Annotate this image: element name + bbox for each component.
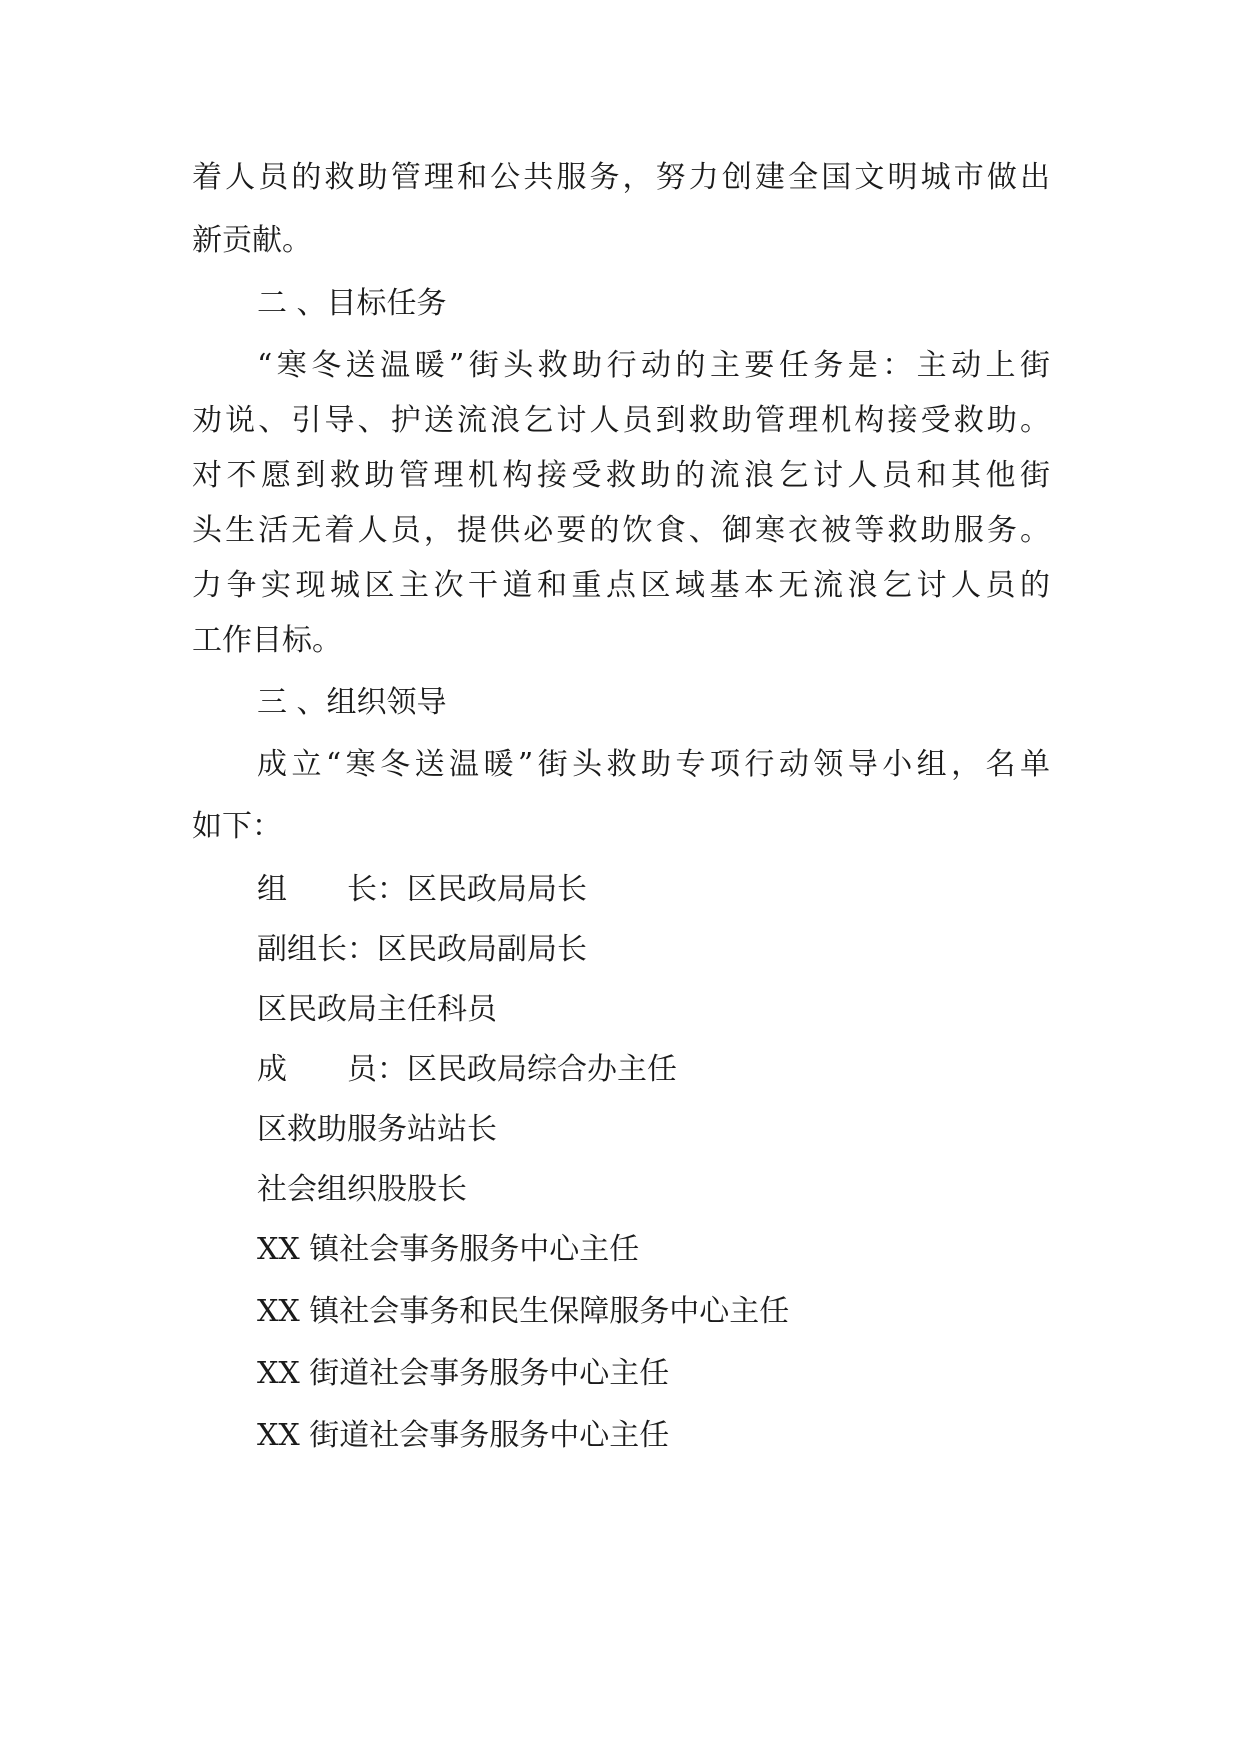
roster-deputy-leader: 副组长：区民政局副局长	[257, 932, 587, 967]
section2-line-5: 力争实现城区主次干道和重点区域基本无流浪乞讨人员的	[192, 568, 1050, 603]
section2-heading: 二 、目标任务	[257, 286, 447, 321]
roster-member-4: XX 镇社会事务服务中心主任	[257, 1232, 640, 1267]
section2-line-4: 头生活无着人员，提供必要的饮食、御寒衣被等救助服务。	[192, 513, 1050, 548]
roster-member-3: 社会组织股股长	[257, 1172, 467, 1207]
roster-leader: 组 长：区民政局局长	[257, 872, 587, 907]
roster-members: 成 员：区民政局综合办主任	[257, 1052, 677, 1087]
section3-heading: 三 、组织领导	[257, 685, 447, 720]
intro-line-2: 新贡献。	[192, 223, 312, 258]
section2-line-1: “寒冬送温暖”街头救助行动的主要任务是：主动上街	[257, 348, 1050, 383]
roster-deputy-extra: 区民政局主任科员	[257, 992, 497, 1027]
roster-member-7: XX 街道社会事务服务中心主任	[257, 1418, 670, 1453]
section2-line-3: 对不愿到救助管理机构接受救助的流浪乞讨人员和其他街	[192, 458, 1050, 493]
section3-line-2: 如下：	[192, 809, 282, 844]
roster-member-2: 区救助服务站站长	[257, 1112, 497, 1147]
section2-line-6: 工作目标。	[192, 623, 342, 658]
intro-line-1: 着人员的救助管理和公共服务，努力创建全国文明城市做出	[192, 160, 1050, 195]
section2-line-2: 劝说、引导、护送流浪乞讨人员到救助管理机构接受救助。	[192, 403, 1050, 438]
roster-member-6: XX 街道社会事务服务中心主任	[257, 1356, 670, 1391]
section3-line-1: 成立“寒冬送温暖”街头救助专项行动领导小组，名单	[257, 747, 1050, 782]
roster-member-5: XX 镇社会事务和民生保障服务中心主任	[257, 1294, 790, 1329]
